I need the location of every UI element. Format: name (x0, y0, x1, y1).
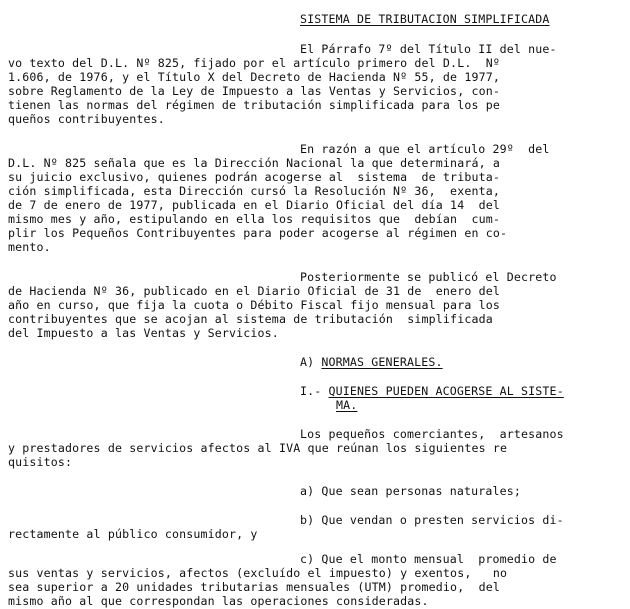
text-line: contribuyentes que se acojan al sistema de tributación simplificada (8, 312, 493, 326)
text-line: sea superior a 20 unidades tributarias mensuales (UTM) promedio, del (8, 580, 500, 594)
text-line: mismo año al que correspondan las operaciones consideradas. (8, 594, 429, 608)
text-line: queños contribuyentes. (8, 112, 165, 126)
text-line: y prestadores de servicios afectos al IVA que reúnan los siguientes re (8, 441, 508, 455)
text-line: Posteriormente se publicó el Decreto (300, 270, 557, 284)
section-label: QUIENES PUEDEN ACOGERSE AL SISTE- (328, 384, 564, 398)
section-heading-a (300, 355, 443, 369)
text-line: b) Que vendan o presten servicios di- (300, 513, 564, 527)
text-line: ción simplificada, esta Dirección cursó la Resolución Nº 36, exenta, (8, 184, 500, 198)
text-line: de 7 de enero de 1977, publicada en el Diario Oficial del día 14 del (8, 198, 500, 212)
text-line: año en curso, que fija la cuota o Débito Fiscal fijo mensual para los (8, 298, 500, 312)
text-line: mismo mes y año, estipulando en ella los requisitos que debían cum- (8, 212, 500, 226)
requirement-item-a: a) Que sean personas naturales; (300, 484, 522, 498)
section-prefix: I.- (300, 384, 329, 398)
text-line: tienen las normas del régimen de tributación simplificada para los pe (8, 98, 500, 112)
text-line: mento. (8, 240, 51, 254)
text-line: rectamente al público consumidor, y (8, 527, 258, 541)
text-line: vo texto del D.L. Nº 825, fijado por el artículo primero del D.L. Nº (8, 56, 500, 70)
text-line: El Párrafo 7º del Título II del nue- (300, 42, 557, 56)
text-line: 1.606, de 1976, y el Título X del Decreto de Hacienda Nº 55, de 1977, (8, 70, 500, 84)
section-label-continued: MA. (336, 398, 358, 412)
text-line: su juicio exclusivo, quienes podrán acogerse al sistema de tributa- (8, 170, 500, 184)
text-line: plir los Pequeños Contribuyentes para poder acogerse al régimen en co- (8, 226, 508, 240)
text-line: En razón a que el artículo 29º del (300, 142, 550, 156)
document-title: SISTEMA DE TRIBUTACION SIMPLIFICADA (300, 12, 550, 26)
text-line: de Hacienda Nº 36, publicado en el Diario Oficial de 31 de enero del (8, 284, 500, 298)
text-line: sus ventas y servicios, afectos (excluído el impuesto) y exentos, no (8, 566, 508, 580)
section-label: NORMAS GENERALES. (321, 355, 443, 369)
section-prefix: A) (300, 355, 322, 369)
text-line: quisitos: (8, 455, 73, 469)
section-heading-i (300, 384, 564, 398)
text-line: Los pequeños comerciantes, artesanos (300, 427, 564, 441)
text-line: del Impuesto a las Ventas y Servicios. (8, 326, 279, 340)
text-line: sobre Reglamento de la Ley de Impuesto a las Ventas y Servicios, con- (8, 84, 500, 98)
text-line: D.L. Nº 825 señala que es la Dirección Nacional la que determinará, a (8, 156, 500, 170)
text-line: c) Que el monto mensual promedio de (300, 552, 557, 566)
